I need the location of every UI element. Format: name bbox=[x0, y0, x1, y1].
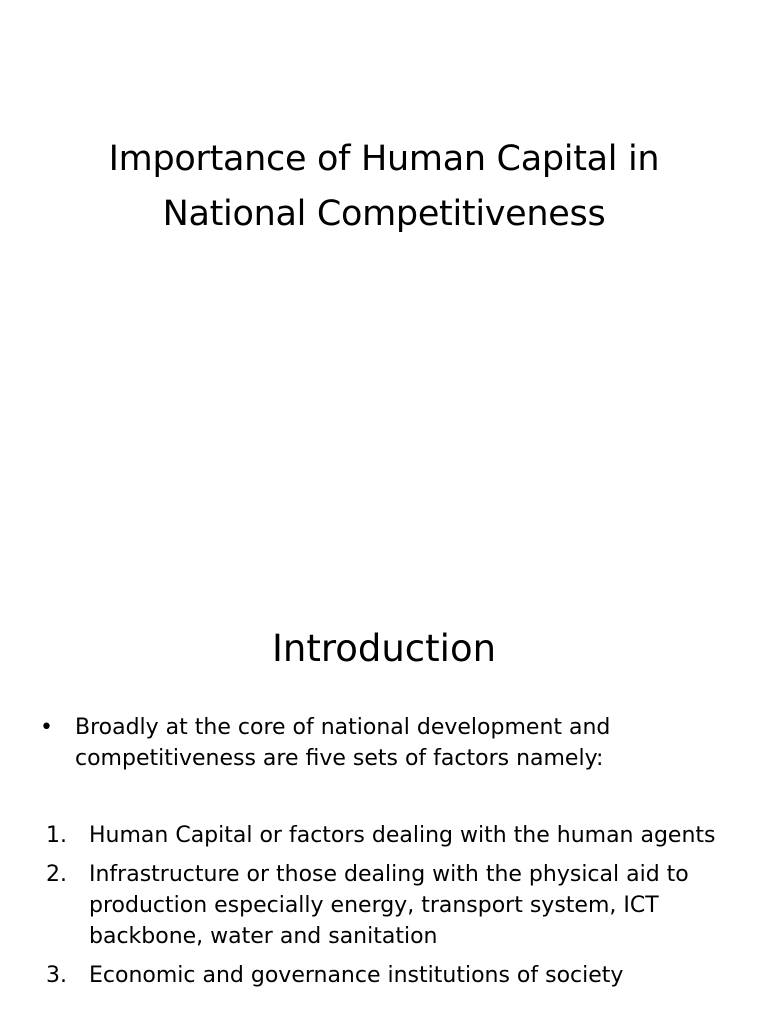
section-heading: Introduction bbox=[271, 627, 497, 670]
list-number: 1. bbox=[46, 823, 67, 848]
bullet-dot-icon: • bbox=[40, 715, 53, 740]
list-item bbox=[46, 820, 736, 851]
bullet-point bbox=[40, 712, 740, 774]
title-line-2: National Competitiveness bbox=[162, 194, 606, 234]
introduction-slide bbox=[0, 576, 768, 1024]
list-item bbox=[46, 960, 736, 991]
slide-title bbox=[20, 132, 748, 242]
list-number: 2. bbox=[46, 862, 67, 887]
factor-list bbox=[46, 820, 736, 999]
list-item bbox=[46, 859, 736, 952]
title-line-1: Importance of Human Capital in bbox=[108, 139, 660, 179]
bullet-text: Broadly at the core of national development and competitiveness are five sets of factors namely: bbox=[75, 715, 611, 771]
list-item-text: Economic and governance institutions of society bbox=[89, 963, 624, 988]
list-item-text: Human Capital or factors dealing with the human agents bbox=[89, 823, 716, 848]
list-item-text: Infrastructure or those dealing with the physical aid to production especially energy, transport system, ICT backbone, water and sanitation bbox=[89, 862, 689, 949]
list-number: 3. bbox=[46, 963, 67, 988]
